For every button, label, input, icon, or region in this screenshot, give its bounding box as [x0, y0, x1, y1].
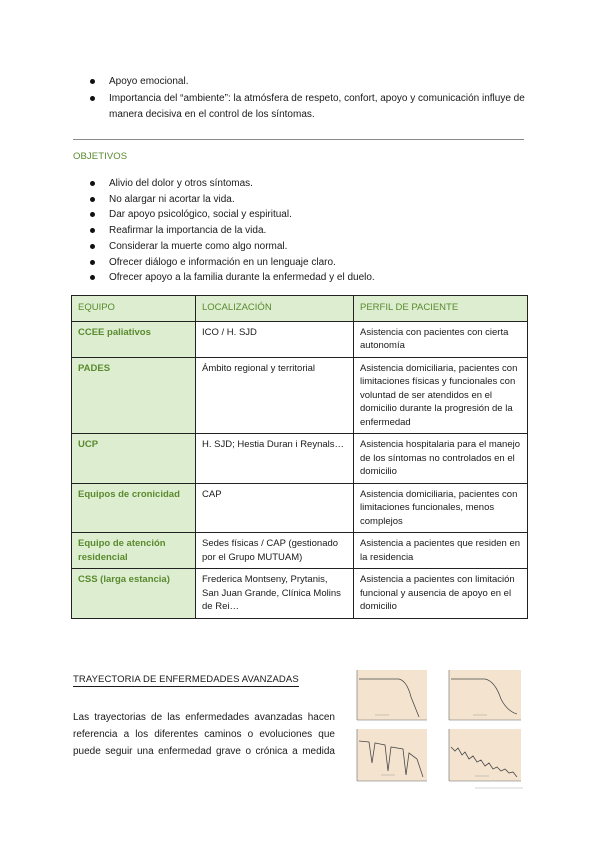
- team-cell: CCEE paliativos: [72, 321, 196, 357]
- location-cell: Frederica Montseny, Prytanis, San Juan Grande, Clínica Molins de Rei…: [196, 569, 354, 619]
- trajectory-paragraph: Las trayectorias de las enfermedades avanzadas hacen referencia a los diferentes caminos o evoluciones que puede seguir una enfermedad grave o crónica a medida: [73, 712, 335, 757]
- intro-list: [73, 74, 528, 124]
- table-row: [72, 533, 528, 569]
- list-item: Importancia del “ambiente”: la atmósfera de respeto, confort, apoyo y comunicación influye de manera decisiva en el control de los síntomas.: [73, 91, 528, 124]
- team-cell: CSS (larga estancia): [72, 569, 196, 619]
- team-cell: Equipo de atención residencial: [72, 533, 196, 569]
- list-item: Considerar la muerte como algo normal.: [73, 239, 528, 255]
- location-cell: CAP: [196, 483, 354, 533]
- profile-cell: Asistencia a pacientes con limitación funcional y ausencia de apoyo en el domicilio: [354, 569, 528, 619]
- table-row: [72, 434, 528, 484]
- list-item: Reafirmar la importancia de la vida.: [73, 223, 528, 239]
- list-item: Alivio del dolor y otros síntomas.: [73, 176, 528, 192]
- list-item: Apoyo emocional.: [73, 74, 528, 91]
- profile-cell: Asistencia domiciliaria, pacientes con limitaciones funcionales, menos complejos: [354, 483, 528, 533]
- list-item: No alargar ni acortar la vida.: [73, 192, 528, 208]
- section-divider: [73, 139, 524, 140]
- team-cell: Equipos de cronicidad: [72, 483, 196, 533]
- objectives-list: [73, 176, 528, 286]
- trajectory-figure-image: [345, 667, 531, 793]
- list-item: Ofrecer diálogo e información en un lenguaje claro.: [73, 255, 528, 271]
- trajectory-panel-organ-failure: [449, 670, 521, 720]
- trajectory-panel-cancer: [357, 670, 427, 720]
- table-header-row: [72, 296, 528, 322]
- location-cell: ICO / H. SJD: [196, 321, 354, 357]
- table-row: [72, 357, 528, 434]
- location-cell: H. SJD; Hestia Duran i Reynals…: [196, 434, 354, 484]
- table-row: [72, 569, 528, 619]
- teams-table: [71, 295, 528, 619]
- location-cell: Sedes físicas / CAP (gestionado por el Grupo MUTUAM): [196, 533, 354, 569]
- trajectory-figure: [345, 667, 531, 793]
- trajectory-panel-relapses: [357, 729, 427, 781]
- team-cell: PADES: [72, 357, 196, 434]
- trajectory-panel-frailty: [449, 729, 521, 781]
- column-header-profile: PERFIL DE PACIENTE: [354, 296, 528, 322]
- location-cell: Ámbito regional y territorial: [196, 357, 354, 434]
- profile-cell: Asistencia domiciliaria, pacientes con limitaciones físicas y funcionales con voluntad de ser atendidos en el domicilio durante la progresión de la enfermedad: [354, 357, 528, 434]
- trajectory-heading: TRAYECTORIA DE ENFERMEDADES AVANZADAS: [73, 674, 299, 685]
- column-header-team: EQUIPO: [72, 296, 196, 322]
- profile-cell: Asistencia a pacientes que residen en la residencia: [354, 533, 528, 569]
- team-cell: UCP: [72, 434, 196, 484]
- list-item: Ofrecer apoyo a la familia durante la enfermedad y el duelo.: [73, 270, 528, 286]
- table-row: [72, 483, 528, 533]
- profile-cell: Asistencia con pacientes con cierta autonomía: [354, 321, 528, 357]
- profile-cell: Asistencia hospitalaria para el manejo de los síntomas no controlados en el domicilio: [354, 434, 528, 484]
- list-item: Dar apoyo psicológico, social y espiritual.: [73, 207, 528, 223]
- column-header-location: LOCALIZACIÓN: [196, 296, 354, 322]
- objectives-heading: OBJETIVOS: [73, 151, 128, 162]
- table-row: [72, 321, 528, 357]
